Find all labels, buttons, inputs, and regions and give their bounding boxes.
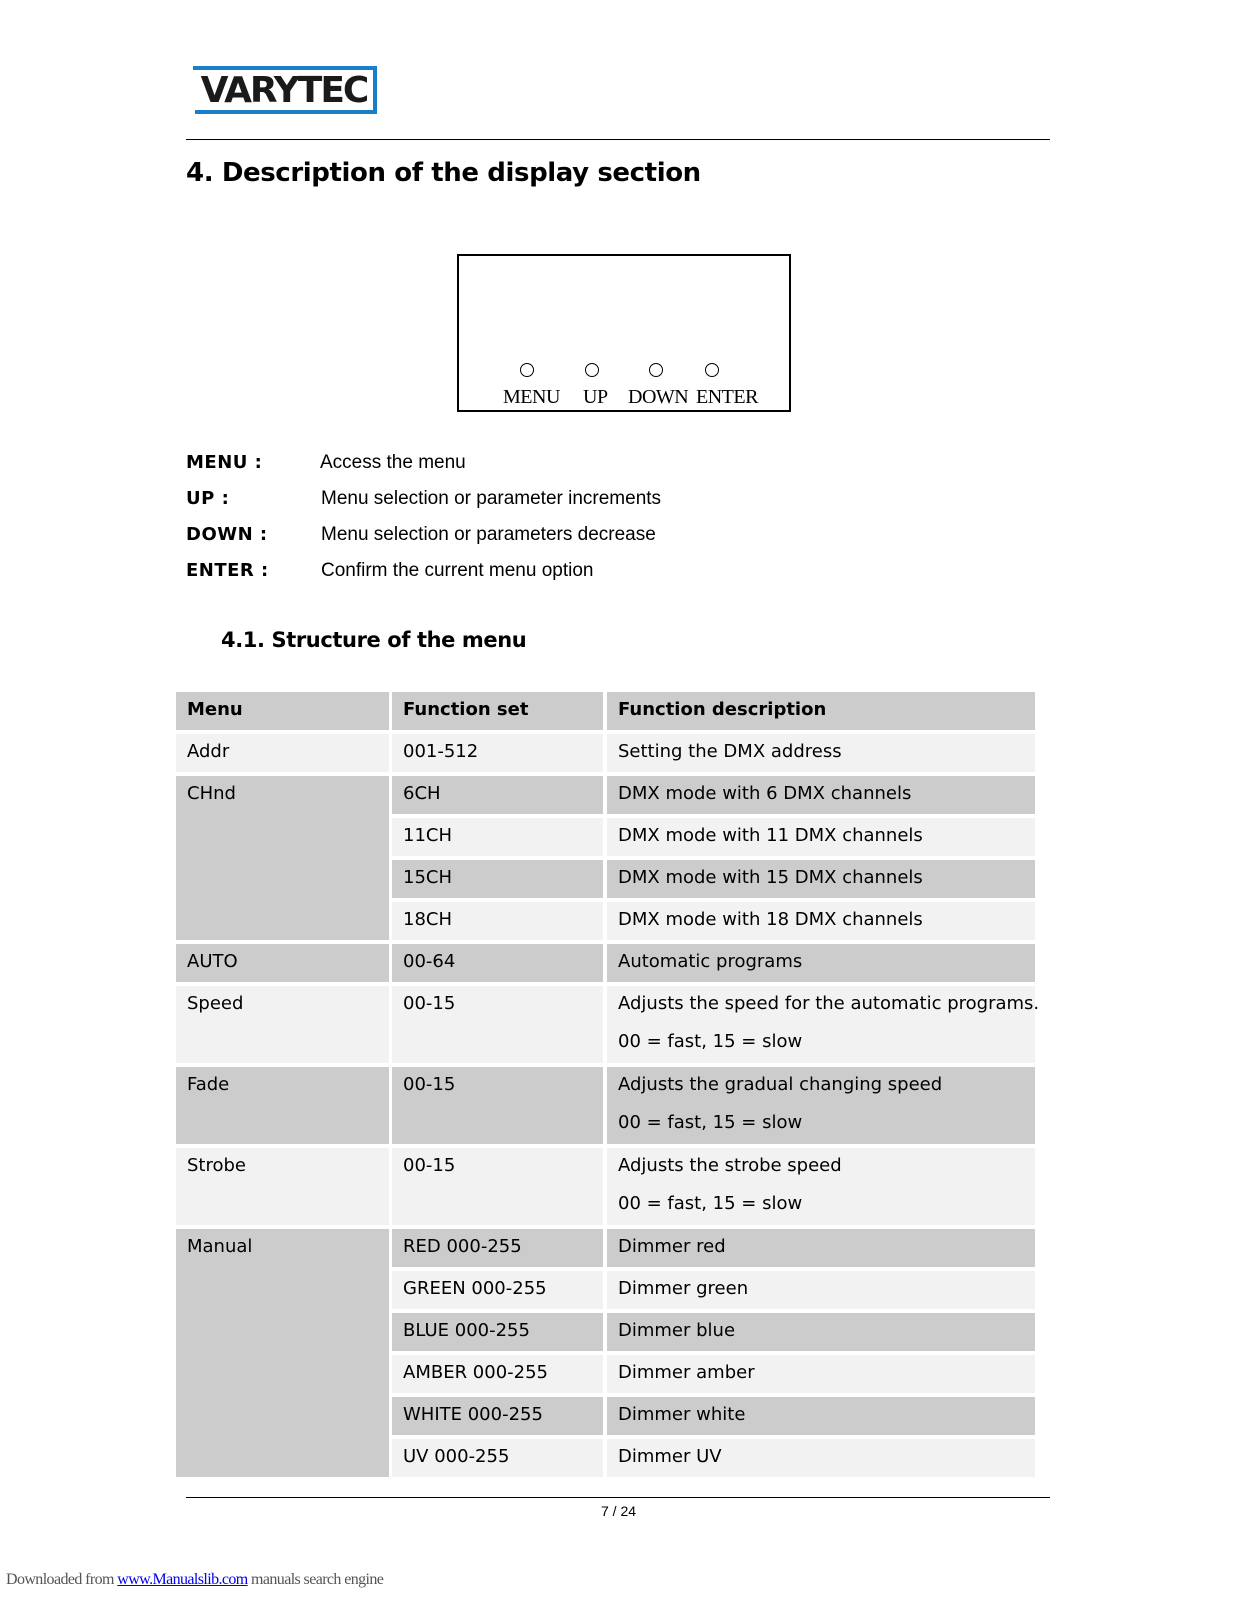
function-description-cell	[607, 1067, 1035, 1144]
menu-cell	[176, 986, 389, 1063]
menu-button-icon	[520, 363, 534, 377]
function-set-cell	[392, 734, 603, 772]
cell-text: 001-512	[403, 741, 479, 762]
download-footer	[6, 1571, 383, 1589]
function-set-cell	[392, 776, 603, 814]
cell-text: CHnd	[187, 783, 236, 804]
cell-text: Dimmer blue	[618, 1320, 736, 1341]
function-description-cell	[607, 1355, 1035, 1393]
function-description-cell	[607, 776, 1035, 814]
cell-text: 00 = fast, 15 = slow	[618, 1193, 803, 1214]
menu-cell	[176, 1229, 389, 1477]
function-description-cell	[607, 818, 1035, 856]
cell-text: Strobe	[187, 1155, 247, 1176]
manualslib-link[interactable]: www.Manualslib.com	[117, 1571, 248, 1588]
cell-text: DMX mode with 11 DMX channels	[618, 825, 923, 846]
cell-text: Dimmer white	[618, 1404, 746, 1425]
function-description-cell	[607, 860, 1035, 898]
down-button-icon	[649, 363, 663, 377]
definition-value: Access the menu	[320, 452, 466, 473]
function-set-cell	[392, 1067, 603, 1144]
menu-cell	[176, 1067, 389, 1144]
function-set-cell	[392, 1397, 603, 1435]
cell-text: 00-15	[403, 1074, 456, 1095]
function-description-cell	[607, 1229, 1035, 1267]
cell-text: 00-15	[403, 993, 456, 1014]
header-function-set	[392, 692, 603, 730]
cell-text: Manual	[187, 1236, 253, 1257]
function-set-cell	[392, 860, 603, 898]
cell-text: BLUE 000-255	[403, 1320, 530, 1341]
cell-text: 11CH	[403, 825, 453, 846]
cell-text: 18CH	[403, 909, 453, 930]
function-description-cell	[607, 902, 1035, 940]
function-set-cell	[392, 1439, 603, 1477]
function-set-cell	[392, 986, 603, 1063]
cell-text: WHITE 000-255	[403, 1404, 543, 1425]
section-heading: 4. Description of the display section	[186, 158, 701, 188]
definition-key: UP :	[186, 488, 230, 509]
cell-text: RED 000-255	[403, 1236, 522, 1257]
enter-button-label: ENTER	[696, 386, 758, 408]
function-set-cell	[392, 1271, 603, 1309]
function-description-cell	[607, 944, 1035, 982]
logo-text: VARYTEC	[200, 70, 368, 111]
footer-suffix: manuals search engine	[247, 1571, 384, 1588]
cell-text: Speed	[187, 993, 244, 1014]
definition-key: DOWN :	[186, 524, 268, 545]
cell-text: 6CH	[403, 783, 441, 804]
cell-text: AUTO	[187, 951, 238, 972]
cell-text: Addr	[187, 741, 230, 762]
function-description-cell	[607, 986, 1040, 1063]
function-description-cell	[607, 1397, 1035, 1435]
cell-text: Menu	[187, 699, 243, 720]
display-panel-diagram	[457, 254, 791, 412]
menu-cell	[176, 1148, 389, 1225]
cell-text: GREEN 000-255	[403, 1278, 547, 1299]
menu-button-label: MENU	[503, 386, 560, 408]
menu-cell	[176, 734, 389, 772]
cell-text: DMX mode with 6 DMX channels	[618, 783, 912, 804]
header-menu	[176, 692, 389, 730]
cell-text: Fade	[187, 1074, 230, 1095]
cell-text: Dimmer amber	[618, 1362, 755, 1383]
cell-text: 00 = fast, 15 = slow	[618, 1112, 803, 1133]
varytec-logo	[189, 65, 379, 115]
cell-text: 00 = fast, 15 = slow	[618, 1031, 803, 1052]
function-set-cell	[392, 1229, 603, 1267]
cell-text: 15CH	[403, 867, 453, 888]
cell-text: Function set	[403, 699, 529, 720]
function-description-cell	[607, 1313, 1035, 1351]
function-set-cell	[392, 1313, 603, 1351]
up-button-icon	[585, 363, 599, 377]
definition-value: Menu selection or parameters decrease	[321, 524, 656, 545]
up-button-label: UP	[583, 386, 608, 408]
function-set-cell	[392, 818, 603, 856]
cell-text: Dimmer green	[618, 1278, 749, 1299]
header-function-description	[607, 692, 1035, 730]
function-set-cell	[392, 902, 603, 940]
definition-value: Menu selection or parameter increments	[321, 488, 662, 509]
menu-cell	[176, 944, 389, 982]
down-button-label: DOWN	[628, 386, 689, 408]
footer-rule	[186, 1497, 1050, 1498]
cell-text: Setting the DMX address	[618, 741, 842, 762]
function-description-cell	[607, 1439, 1035, 1477]
definition-key: ENTER :	[186, 560, 269, 581]
function-set-cell	[392, 1355, 603, 1393]
definition-value: Confirm the current menu option	[321, 560, 594, 581]
definition-key: MENU :	[186, 452, 263, 473]
cell-text: Adjusts the gradual changing speed	[618, 1074, 943, 1095]
cell-text: 00-15	[403, 1155, 456, 1176]
enter-button-icon	[705, 363, 719, 377]
cell-text: Dimmer red	[618, 1236, 726, 1257]
menu-cell	[176, 776, 389, 940]
cell-text: Dimmer UV	[618, 1446, 722, 1467]
function-description-cell	[607, 1148, 1035, 1225]
header-rule	[186, 139, 1050, 140]
function-description-cell	[607, 1271, 1035, 1309]
function-description-cell	[607, 734, 1035, 772]
function-set-cell	[392, 1148, 603, 1225]
cell-text: DMX mode with 18 DMX channels	[618, 909, 923, 930]
cell-text: Adjusts the strobe speed	[618, 1155, 842, 1176]
cell-text: 00-64	[403, 951, 456, 972]
cell-text: Automatic programs	[618, 951, 803, 972]
footer-prefix: Downloaded from	[6, 1571, 118, 1588]
subsection-heading: 4.1. Structure of the menu	[221, 628, 527, 652]
cell-text: Adjusts the speed for the automatic programs.	[618, 993, 1040, 1014]
cell-text: DMX mode with 15 DMX channels	[618, 867, 923, 888]
cell-text: Function description	[618, 699, 827, 720]
cell-text: UV 000-255	[403, 1446, 510, 1467]
page-number: 7 / 24	[600, 1503, 637, 1519]
function-set-cell	[392, 944, 603, 982]
cell-text: AMBER 000-255	[403, 1362, 549, 1383]
